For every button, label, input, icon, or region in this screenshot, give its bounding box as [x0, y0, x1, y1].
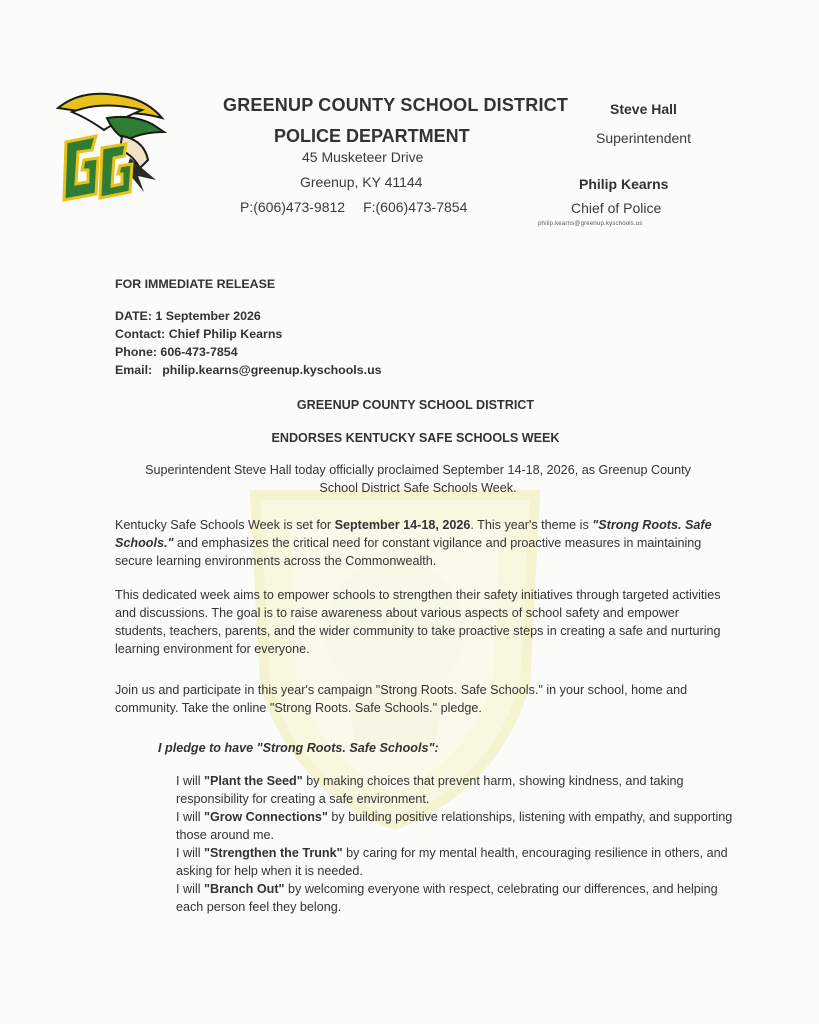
musketeer-gg-logo: [52, 88, 170, 210]
superintendent-title: Superintendent: [596, 130, 691, 146]
release-meta: [115, 307, 382, 379]
release-email: philip.kearns@greenup.kyschools.us: [162, 363, 382, 377]
p1-theme: "Strong Roots. Safe Schools.": [115, 518, 712, 550]
pledge-list: [176, 772, 736, 916]
pledge-heading: I pledge to have "Strong Roots. Safe Schools":: [158, 741, 439, 755]
superintendent-name: Steve Hall: [610, 101, 677, 117]
release-contact: Contact: Chief Philip Kearns: [115, 327, 283, 341]
release-phone: Phone: 606-473-7854: [115, 345, 238, 359]
pledge-prefix: I will: [176, 846, 204, 860]
pledge-rest: by building positive relationships, listening with empathy, and supporting those around me.: [176, 810, 733, 842]
pledge-item: [176, 772, 736, 808]
pledge-key: "Strengthen the Trunk": [204, 846, 343, 860]
pledge-rest: by making choices that prevent harm, showing kindness, and taking responsibility for creating a safe environment.: [176, 774, 684, 806]
headline-line-1: GREENUP COUNTY SCHOOL DISTRICT: [296, 398, 535, 412]
headline-line-2: ENDORSES KENTUCKY SAFE SCHOOLS WEEK: [271, 431, 560, 445]
paragraph-purpose: This dedicated week aims to empower schools to strengthen their safety initiatives through targeted activities and discussions. The goal is to raise awareness about various aspects of school safety and empower students, teachers, parents, and the wider community to take proactive steps in creating a safe and nurturing learning environment for everyone.: [115, 588, 721, 656]
p1-text-c: and emphasizes the critical need for constant vigilance and proactive measures in maintaining secure learning environments across the Commonwealth.: [115, 536, 702, 568]
department-name: POLICE DEPARTMENT: [274, 126, 470, 146]
pledge-key: "Branch Out": [204, 882, 285, 896]
address-line-1: 45 Musketeer Drive: [302, 149, 424, 165]
pledge-item: [176, 808, 736, 844]
release-label: FOR IMMEDIATE RELEASE: [115, 277, 276, 291]
release-date: DATE: 1 September 2026: [115, 309, 261, 323]
pledge-item: [176, 844, 736, 880]
phone-fax-line: [240, 199, 467, 215]
pledge-prefix: I will: [176, 810, 204, 824]
pledge-rest: by caring for my mental health, encouraging resilience in others, and asking for help when it is needed.: [176, 846, 728, 878]
release-email-line: [115, 361, 382, 379]
chief-name: Philip Kearns: [579, 176, 669, 192]
district-name: GREENUP COUNTY SCHOOL DISTRICT: [223, 95, 569, 115]
p1-text-b: . This year's theme is: [470, 518, 593, 532]
paragraph-join: Join us and participate in this year's campaign "Strong Roots. Safe Schools." in your school, home and community. Take the online "Strong Roots. Safe Schools." pledge.: [115, 683, 688, 715]
paragraph-theme: [115, 516, 725, 570]
pledge-key: "Plant the Seed": [204, 774, 303, 788]
address-line-2: Greenup, KY 41144: [300, 174, 423, 190]
pledge-item: [176, 880, 736, 916]
chief-title: Chief of Police: [571, 200, 662, 216]
header-phone: P:(606)473-9812: [240, 199, 346, 215]
intro-paragraph: Superintendent Steve Hall today officially proclaimed September 14-18, 2026, as Greenup County School District Safe Schools Week.: [145, 463, 691, 495]
pledge-prefix: I will: [176, 882, 204, 896]
release-email-label: Email:: [115, 363, 153, 377]
p1-dates: September 14-18, 2026: [334, 518, 471, 532]
header-fax: F:(606)473-7854: [363, 199, 468, 215]
chief-email-header: philip.kearns@greenup.kyschools.us: [538, 221, 643, 227]
pledge-key: "Grow Connections": [204, 810, 328, 824]
p1-text-a: Kentucky Safe Schools Week is set for: [115, 518, 335, 532]
pledge-prefix: I will: [176, 774, 204, 788]
pledge-rest: by welcoming everyone with respect, celebrating our differences, and helping each person feel they belong.: [176, 882, 718, 914]
